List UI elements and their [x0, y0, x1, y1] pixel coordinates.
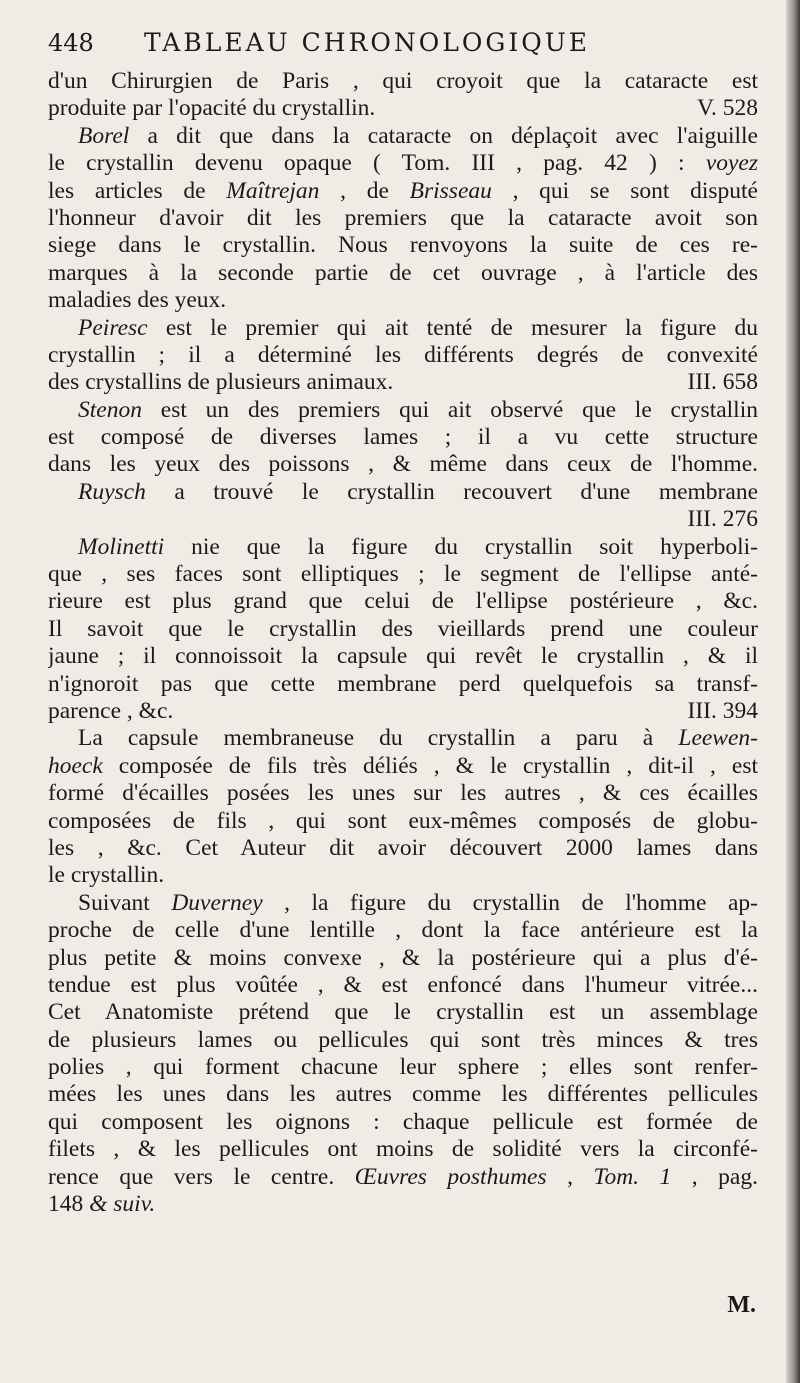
author-name: Stenon [78, 396, 142, 423]
text-line: de plusieurs lames ou pellicules qui sont très minces & tres [48, 1026, 758, 1053]
text-line: n'ignoroit pas que cette membrane perd quelquefois sa transf- [48, 670, 758, 697]
author-name: Brisseau [409, 177, 492, 204]
author-name: Molinetti [78, 533, 165, 560]
text-line: rieure est plus grand que celui de l'ellipse postérieure , &c. [48, 588, 758, 615]
body-text [48, 68, 758, 1218]
text-line: La capsule membraneuse du crystallin a paru à Leewen- [78, 725, 758, 752]
text-line: le crystallin devenu opaque ( Tom. III , pag. 42 ) : voyez [48, 150, 758, 177]
text-line: polies , qui forment chacune leur sphere ; elles sont renfer- [48, 1054, 758, 1081]
running-title: TABLEAU CHRONOLOGIQUE [144, 28, 591, 57]
text-line: 148 & suiv. [48, 1191, 156, 1218]
text-line: siege dans le crystallin. Nous renvoyons la suite de ces re- [48, 232, 758, 259]
book-title: Œuvres posthumes [354, 1163, 547, 1190]
text-line: qui composent les oignons : chaque pellicule est formée de [48, 1108, 758, 1135]
author-name: hoeck [48, 752, 103, 779]
text-line: jaune ; il connoissoit la capsule qui revêt le crystallin , & il [48, 643, 758, 670]
text-line: Ruysch a trouvé le crystallin recouvert d'une membrane [78, 478, 758, 505]
text-line: mées les unes dans les autres comme les différentes pellicules [48, 1081, 758, 1108]
text-line: Suivant Duverney , la figure du crystallin de l'homme ap- [78, 889, 758, 916]
text-line: est composé de diverses lames ; il a vu cette structure [48, 424, 758, 451]
volume-reference: III. 276 [687, 506, 758, 533]
text-line: Il savoit que le crystallin des vieillards prend une couleur [48, 615, 758, 642]
author-name: Leewen- [678, 725, 758, 752]
text-line: dans les yeux des poissons , & même dans ceux de l'homme. [48, 451, 758, 478]
author-name: Duverney [171, 889, 263, 916]
text-line: marques à la seconde partie de cet ouvrage , à l'article des [48, 259, 758, 286]
text-line: les , &c. Cet Auteur dit avoir découvert 2000 lames dans [48, 834, 758, 861]
text-line: rence que vers le centre. Œuvres posthumes , Tom. 1 , pag. [48, 1163, 758, 1190]
text-line: le crystallin. [48, 862, 165, 889]
text-line: proche de celle d'une lentille , dont la face antérieure est la [48, 917, 758, 944]
text-line [48, 506, 758, 533]
volume-reference: III. 658 [687, 369, 758, 396]
text-line: crystallin ; il a déterminé les différents degrés de convexité [48, 341, 758, 368]
text-line: composées de fils , qui sont eux-mêmes composés de globu- [48, 807, 758, 834]
text-line: l'honneur d'avoir dit les premiers que la cataracte avoit son [48, 204, 758, 231]
running-header [48, 28, 758, 68]
text-line: formé d'écailles posées les unes sur les autres , & ces écailles [48, 780, 758, 807]
text-line: Borel a dit que dans la cataracte on déplaçoit avec l'aiguille [78, 122, 758, 149]
author-name: Borel [78, 122, 130, 149]
text-line: Molinetti nie que la figure du crystallin soit hyperboli- [78, 533, 758, 560]
text-line: filets , & les pellicules ont moins de solidité vers la circonfé- [48, 1136, 758, 1163]
volume-reference: III. 394 [687, 697, 758, 724]
text-line: hoeck composée de fils très déliés , & le crystallin , dit-il , est [48, 752, 758, 779]
author-name: Ruysch [78, 478, 146, 505]
catchword: M. [727, 1292, 756, 1318]
author-name: Maîtrejan [226, 177, 320, 204]
text-line: Cet Anatomiste prétend que le crystallin est un assemblage [48, 999, 758, 1026]
text-line: des crystallins de plusieurs animaux. III. 658 [48, 369, 758, 396]
volume-reference: V. 528 [697, 95, 758, 122]
text-line: d'un Chirurgien de Paris , qui croyoit que la cataracte est [48, 68, 758, 94]
author-name: Peiresc [78, 314, 148, 341]
page-number: 448 [48, 29, 94, 57]
text-line: produite par l'opacité du crystallin. V. 528 [48, 95, 758, 122]
text-line: tendue est plus voûtée , & est enfoncé dans l'humeur vitrée... [48, 971, 758, 998]
text-line: maladies des yeux. [48, 287, 227, 314]
text-line: parence , &c. III. 394 [48, 697, 758, 724]
text-line: plus petite & moins convexe , & la postérieure qui a plus d'é- [48, 944, 758, 971]
text-line: les articles de Maîtrejan , de Brisseau , qui se sont disputé [48, 177, 758, 204]
page-edge-shadow [786, 0, 800, 1383]
text-line: Peiresc est le premier qui ait tenté de mesurer la figure du [78, 314, 758, 341]
text-line: que , ses faces sont elliptiques ; le segment de l'ellipse anté- [48, 561, 758, 588]
text-line: Stenon est un des premiers qui ait observé que le crystallin [78, 396, 758, 423]
